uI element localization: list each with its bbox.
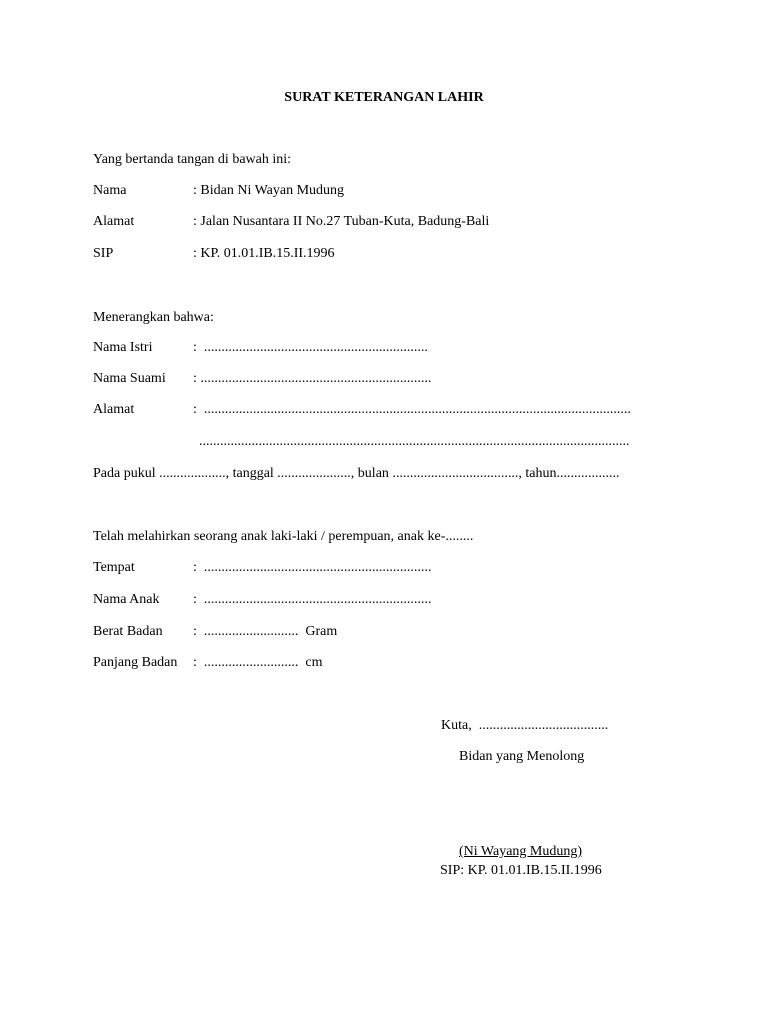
wife-name-field: : ................................................................ — [193, 340, 428, 355]
length-label: Panjang Badan — [93, 655, 178, 670]
signer-sip-label: SIP — [93, 246, 114, 261]
husband-name-label: Nama Suami — [93, 371, 166, 386]
signer-printed-name: (Ni Wayang Mudung) — [459, 844, 583, 859]
weight-label: Berat Badan — [93, 624, 163, 639]
signer-sip-value: : KP. 01.01.IB.15.II.1996 — [193, 246, 335, 261]
birth-statement: Telah melahirkan seorang anak laki-laki / perempuan, anak ke-........ — [93, 529, 474, 544]
signer-address-value: : Jalan Nusantara II No.27 Tuban-Kuta, Badung-Bali — [193, 214, 490, 229]
child-name-label: Nama Anak — [93, 592, 160, 607]
statement-text: Menerangkan bahwa: — [93, 310, 214, 325]
place-date: Kuta, ..................................... — [441, 718, 609, 733]
signer-role: Bidan yang Menolong — [459, 749, 585, 764]
birth-place-label: Tempat — [93, 560, 135, 575]
parents-address-field: : .......................................................................................................................... — [193, 402, 631, 417]
signer-name-value: : Bidan Ni Wayan Mudung — [193, 183, 345, 198]
signer-name-label: Nama — [93, 183, 127, 198]
time-line: Pada pukul ..................., tanggal ....................., bulan ...................................., tahun.................. — [93, 466, 620, 481]
parents-address-label: Alamat — [93, 402, 135, 417]
length-field: : ........................... cm — [193, 655, 323, 670]
child-name-field: : ................................................................. — [193, 592, 432, 607]
signer-sip-footer: SIP: KP. 01.01.IB.15.II.1996 — [440, 863, 602, 878]
wife-name-label: Nama Istri — [93, 340, 153, 355]
weight-field: : ........................... Gram — [193, 624, 338, 639]
parents-address-field-line2: ........................................................................................................................... — [199, 434, 630, 449]
document-title: SURAT KETERANGAN LAHIR — [284, 90, 484, 105]
birth-place-field: : ................................................................. — [193, 560, 432, 575]
intro-text: Yang bertanda tangan di bawah ini: — [93, 152, 292, 167]
husband-name-field: : .................................................................. — [193, 371, 432, 386]
signer-address-label: Alamat — [93, 214, 135, 229]
